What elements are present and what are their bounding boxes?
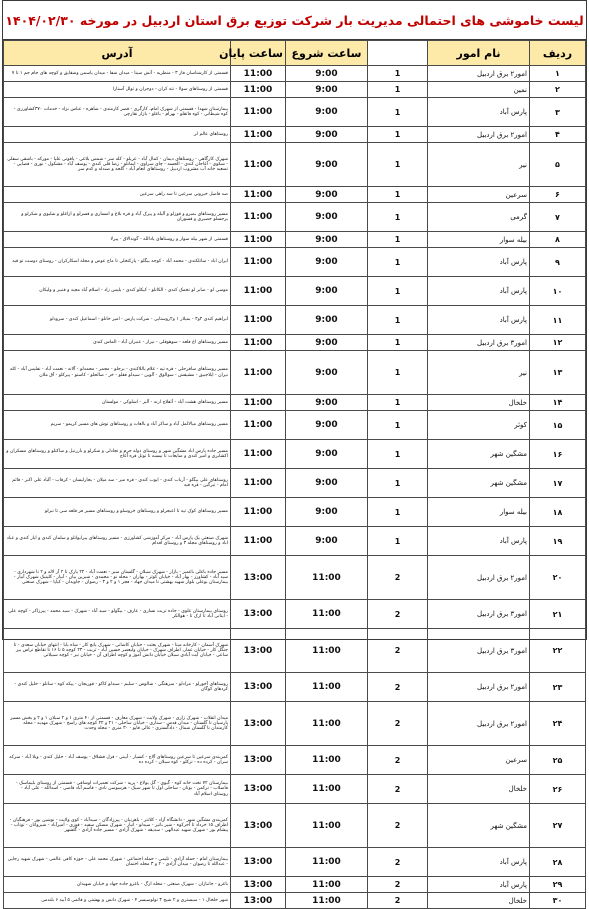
address-cell: شهر خلخال ۱ - سیستری و ۲ شیخ ۳ تولوسیسر ۴ - شهرک دانش و بهشتی و قائمی ۵ آبید ۶ بلندمی	[4, 893, 231, 909]
area-name-cell: پارس آباد	[428, 848, 530, 877]
end-time-cell: 11:00	[231, 232, 286, 248]
end-time-cell: 13:00	[231, 629, 286, 673]
table-row	[4, 877, 586, 893]
end-time-cell: 13:00	[231, 600, 286, 629]
address-cell: کمربندی سرعین تا سرعین روستاهای آلاج - کسیار - آیینی - قزل قشلاق - یوسف آباد - خلیل کندی - ویلا آباد - سرکه سران - کرده ده - ترکلو - کوه سبلان - کرده ده	[4, 746, 231, 775]
address-cell: مسیر روستاهای کوک تپه تا اعبجرلو و روستاهای خروسلو و روستاهای مسیر فر قلعه سی تا تبرلو	[4, 498, 231, 527]
group-cell: 1	[368, 127, 428, 143]
group-cell: 2	[368, 848, 428, 877]
table-row	[4, 82, 586, 98]
group-cell: 1	[368, 248, 428, 277]
address-cell: قسمتی از کارشناسان فاز ۳ - منظریه - آتش سینا - میدان شفا - میدان یاسمن وشقایق و کوچه های جام جم ۱ تا ۷	[4, 66, 231, 82]
address-cell: بیمارستان شهدا - قسمتی از شهرک امام، کارگری - قصر کارمندی - شاهزه - عباس نژاد - خدمات ۳۷۰کشاورزی - کوه شیطانی - کوه فاتقلو - بهرام - باغلو - بازار نقارچی	[4, 98, 231, 127]
table-row	[4, 893, 586, 909]
group-cell: 1	[368, 98, 428, 127]
start-time-cell: 9:00	[286, 232, 368, 248]
group-cell: 2	[368, 804, 428, 848]
area-name-cell: سرعین	[428, 187, 530, 203]
table-row	[4, 98, 586, 127]
area-name-cell: بیله سوار	[428, 232, 530, 248]
area-name-cell: امور۲ برق اردبیل	[428, 702, 530, 746]
col-header-address: آدرس	[4, 41, 231, 66]
group-cell: 1	[368, 411, 428, 440]
area-name-cell: خلخال	[428, 775, 530, 804]
start-time-cell: 9:00	[286, 127, 368, 143]
group-cell: 2	[368, 775, 428, 804]
page-title: لیست خاموشی های احتمالی مدیریت بار شرکت توزیع برق استان اردبیل در مورخه ۱۴۰۴/۰۲/۳۰	[3, 1, 586, 40]
area-name-cell: مشگین شهر	[428, 804, 530, 848]
address-cell: روستاهای عالم لر	[4, 127, 231, 143]
table-row	[4, 232, 586, 248]
group-cell: 1	[368, 277, 428, 306]
area-name-cell: پارس آباد	[428, 98, 530, 127]
area-name-cell: خلخال	[428, 893, 530, 909]
start-time-cell: 9:00	[286, 469, 368, 498]
end-time-cell: 11:00	[231, 277, 286, 306]
address-cell: مسیر روستاهای اغ قلعه - سوهوقلی - نیزار - عنبران آباد - الماس کندی	[4, 335, 231, 351]
table-row	[4, 848, 586, 877]
row-number-cell: ۱	[530, 66, 586, 82]
table-row	[4, 203, 586, 232]
address-cell: مسیر جاده باغلی باغمیر - بازار - شهرک سبلان - گلستان سبز - نعمت آباد - ۲۲ پارک تا ۲ آر لاله و ۲ تا شهرداری - سید آباد - کشاورز - بهار آباد - خیابان کوثر - بهاران - محله نو - محمدی - شیرین بیان - آبیار - کلینیک شهرک آبیار - بیمارستان بوعلی بلوار شهید بهشتی تا میدان جهاد - فجر ۱ و ۲ و ۳ - رضوان - جاویدان - کیاپا - شهرک صنعتی	[4, 556, 231, 600]
address-cell: موسی لو - صابر لو تخمک کندی - الکانلو - کیکلو کندی - یلیس زاد - اسلام آباد مجید و قنبیر و ولیکان	[4, 277, 231, 306]
row-number-cell: ۱۱	[530, 306, 586, 335]
group-cell: 1	[368, 469, 428, 498]
row-number-cell: ۲۹	[530, 877, 586, 893]
start-time-cell: 9:00	[286, 66, 368, 82]
group-cell: 1	[368, 440, 428, 469]
col-header-end-time: ساعت پایان	[231, 41, 286, 66]
group-cell: 1	[368, 335, 428, 351]
start-time-cell: 11:00	[286, 893, 368, 909]
address-cell: مسیر روستاهای بمبرو و قوزلو و آلیله و پیرک آباد و قره بلاغ و امساری و قسرلو و ازاغلو و شلیوی و شکرلو و برجسلو حصیری و قسوران	[4, 203, 231, 232]
area-name-cell: خلخال	[428, 395, 530, 411]
end-time-cell: 13:00	[231, 702, 286, 746]
table-row	[4, 335, 586, 351]
col-header-row-number: ردیف	[530, 41, 586, 66]
row-number-cell: ۲۱	[530, 600, 586, 629]
group-cell: 1	[368, 498, 428, 527]
row-number-cell: ۱۲	[530, 335, 586, 351]
group-cell: 2	[368, 673, 428, 702]
group-cell: 1	[368, 351, 428, 395]
start-time-cell: 11:00	[286, 848, 368, 877]
row-number-cell: ۲۷	[530, 804, 586, 848]
start-time-cell: 9:00	[286, 143, 368, 187]
address-cell: شهرک آسمان - کارخانه مینا - شهرک بعثت - خیابان کاشانی - شهرک پانچ کار - شاه بابا - انتهای خیابان سعدی - تا جنگل کار - خیابان عمار، اطراف شهرک - خیابان ولیعصر حسین آباد - تربت - ۲۳ کوچه ۵ تا ۱۶ تا تقاطع تراس بیز ساعی - خیابان آیت آبادی سبلان خیابان دانش آموز و کوچه اطراف آن - خیابان نیر - کوچه سبیلانی	[4, 629, 231, 673]
group-cell: 1	[368, 395, 428, 411]
group-cell: 2	[368, 600, 428, 629]
row-number-cell: ۲۰	[530, 556, 586, 600]
table-row	[4, 629, 586, 673]
start-time-cell: 11:00	[286, 775, 368, 804]
group-cell: 1	[368, 527, 428, 556]
area-name-cell: پارس آباد	[428, 527, 530, 556]
row-number-cell: ۱۵	[530, 411, 586, 440]
area-name-cell: مشگین شهر	[428, 440, 530, 469]
area-name-cell: پارس آباد	[428, 248, 530, 277]
end-time-cell: 11:00	[231, 440, 286, 469]
row-number-cell: ۲۶	[530, 775, 586, 804]
end-time-cell: 13:00	[231, 775, 286, 804]
table-row	[4, 775, 586, 804]
area-name-cell: امور۲ برق اردبیل	[428, 127, 530, 143]
area-name-cell: پارس آباد	[428, 877, 530, 893]
col-header-group	[368, 41, 428, 66]
table-row	[4, 248, 586, 277]
start-time-cell: 11:00	[286, 600, 368, 629]
start-time-cell: 9:00	[286, 395, 368, 411]
start-time-cell: 9:00	[286, 351, 368, 395]
start-time-cell: 9:00	[286, 248, 368, 277]
start-time-cell: 9:00	[286, 98, 368, 127]
table-row	[4, 556, 586, 600]
area-name-cell: امور۲ برق اردبیل	[428, 556, 530, 600]
area-name-cell: پارس آباد	[428, 306, 530, 335]
end-time-cell: 11:00	[231, 248, 286, 277]
start-time-cell: 9:00	[286, 527, 368, 556]
area-name-cell: کوثر	[428, 411, 530, 440]
schedule-sheet	[2, 0, 587, 906]
start-time-cell: 11:00	[286, 556, 368, 600]
address-cell: کمربندی مشگین شهر - دانشگاه آزاد - کلانتر - باهرنیان - پیرزادگان - سیدآباد - کوی ولایت - نوشین بور - فرهنگیان - اطراف ۱۵ خرداد تا آخرکوه - شیر باتیر - سیدلو - انبار - شهرک مسکن سفید - قوری - امیرآباد - شیروانان - توتاب - پیشام بور - شهرک شهید عبدالهی - سدیقه - شهرک آزادی - مسیر جاده آزادی - گلشهر	[4, 804, 231, 848]
row-number-cell: ۲۲	[530, 629, 586, 673]
table-row	[4, 187, 586, 203]
end-time-cell: 11:00	[231, 98, 286, 127]
table-row	[4, 527, 586, 556]
start-time-cell: 9:00	[286, 203, 368, 232]
table-row	[4, 351, 586, 395]
table-row	[4, 395, 586, 411]
table-row	[4, 746, 586, 775]
group-cell: 2	[368, 702, 428, 746]
table-row	[4, 469, 586, 498]
end-time-cell: 11:00	[231, 498, 286, 527]
start-time-cell: 9:00	[286, 277, 368, 306]
start-time-cell: 9:00	[286, 335, 368, 351]
end-time-cell: 11:00	[231, 143, 286, 187]
start-time-cell: 11:00	[286, 804, 368, 848]
row-number-cell: ۲۵	[530, 746, 586, 775]
end-time-cell: 11:00	[231, 82, 286, 98]
address-cell: میدان انقلاب - شهرک زاری - شهرک ولایت - شهرک معارف - قسمتی از ۴۰ متری ۱ و ۲ سبلان ۱ و ۲ و بخش مسیر پارسیان تا گلستان - میدان قدس - ستاری - خیابان ساحلی - ۲۱ و ۲۲ کوچه های راسخ - شهرک مهدیه - محله کارمندان تا گلستان شمال - دادگستری - عالی قاپو - ۳۰ متری - محله وحدت	[4, 702, 231, 746]
group-cell: 1	[368, 203, 428, 232]
table-row	[4, 804, 586, 848]
end-time-cell: 13:00	[231, 893, 286, 909]
area-name-cell: نیر	[428, 143, 530, 187]
row-number-cell: ۴	[530, 127, 586, 143]
end-time-cell: 11:00	[231, 203, 286, 232]
outage-table	[3, 40, 586, 909]
address-cell: قسمتی از روستاهای سولا - نته کران - دوجران و تولل آستارا	[4, 82, 231, 98]
end-time-cell: 11:00	[231, 411, 286, 440]
area-name-cell: امور۳ برق اردبیل	[428, 335, 530, 351]
address-cell: مسیر روستاهای ساقرحلی - قره تپه - غلام باللاکندی - برجلو - مجمر - محمدلو - آلانه - نعمت آباد - نفلیس آباد - کله نیران - ایلاجبیق - مشیفش - سوالوق - آلوین - سیدلو فقلو - خر - صالحلو - کاستو - پیرکلو - آق ملان	[4, 351, 231, 395]
row-number-cell: ۷	[530, 203, 586, 232]
end-time-cell: 13:00	[231, 556, 286, 600]
row-number-cell: ۵	[530, 143, 586, 187]
end-time-cell: 11:00	[231, 306, 286, 335]
table-row	[4, 498, 586, 527]
end-time-cell: 11:00	[231, 187, 286, 203]
area-name-cell: امور۳ برق اردبیل	[428, 629, 530, 673]
address-cell: شهرک صنعتی یک پارس آباد - مرکز آموزشی کشاورزی - مسیر روستاهای پیرایوانلو و سلمان کندی و ایار کندی و عباد اباد و روستاهای مجله ۳ و روستای اقدام	[4, 527, 231, 556]
start-time-cell: 11:00	[286, 673, 368, 702]
group-cell: 2	[368, 746, 428, 775]
end-time-cell: 13:00	[231, 848, 286, 877]
table-header-row	[4, 41, 586, 66]
col-header-start-time: ساعت شروع	[286, 41, 368, 66]
group-cell: 1	[368, 82, 428, 98]
area-name-cell: امور۲ برق اردبیل	[428, 673, 530, 702]
row-number-cell: ۶	[530, 187, 586, 203]
table-row	[4, 277, 586, 306]
start-time-cell: 9:00	[286, 187, 368, 203]
table-row	[4, 673, 586, 702]
row-number-cell: ۳	[530, 98, 586, 127]
address-cell: مسیر جاده پارس اباد مشگین شهر و روستای دوله جرم و تجادلی و شکرلو و باررنیل و ساکتلو و روستاهای مسکران و اکشایری و امیر کندی و ضایعات تا نیسبه تا تونل قره آغاج	[4, 440, 231, 469]
group-cell: 1	[368, 232, 428, 248]
end-time-cell: 11:00	[231, 66, 286, 82]
end-time-cell: 13:00	[231, 877, 286, 893]
address-cell: روستای بیمارستان علوی - جاده تربت نساری - عارف - بیگولو - سید آباد - شهرک - سید محمد - پیرزاکر - کوچه علی - ایتانی آباد تا ارک تا - هوالکر	[4, 600, 231, 629]
end-time-cell: 11:00	[231, 469, 286, 498]
start-time-cell: 9:00	[286, 306, 368, 335]
start-time-cell: 11:00	[286, 629, 368, 673]
address-cell: مسیر روستاهای هشت آباد - آتفلاج ارنه - آلبر - اشلوکی - مولستان	[4, 395, 231, 411]
row-number-cell: ۲۳	[530, 673, 586, 702]
group-cell: 1	[368, 187, 428, 203]
address-cell: ایران اباد - ساتلکندی - محمد آباد - کوجه بیگلو - پارکتخلی تا ماج عوض و محله اسکارکران - روستای دوست تو قبه	[4, 248, 231, 277]
row-number-cell: ۱۴	[530, 395, 586, 411]
address-cell: بیمارستان ۷۲ تخت خانه کوه - گیوی - گل بولاغ - پرپه - شرکت تعمیرات اوشاقی - قسمتی از روستای بلیماسک - فاضلاب - ترکمن - بوتان - ساحلی اول تا شهر سیک - هرسوسن نادی - قاسم آباد قاضی - اسدالله - علی آباد - روستای اسلام آباد	[4, 775, 231, 804]
table-row	[4, 600, 586, 629]
address-cell: شهرک کارگاهی - روستاهای دیمان - کمال آباد - عربلو - کله سر - شمس بلاغی - یاقوتی علیا - مورکه - باشقی سفلی - شکوی - آغاجان کندی - الحسه - چای سراوی - ایمانلو - رضا قلی کندی - یوسف آباد - مشکول - نوری - قضایی - تضعیه خانه آب مشروب اردبیل - روستاهای انعام آباد - گلجه و صندله و کدم سر	[4, 143, 231, 187]
row-number-cell: ۲۴	[530, 702, 586, 746]
row-number-cell: ۱۳	[530, 351, 586, 395]
start-time-cell: 11:00	[286, 877, 368, 893]
address-cell: صد قاصل خیرونی سرعین تا سه راهی سرعین	[4, 187, 231, 203]
end-time-cell: 11:00	[231, 395, 286, 411]
table-row	[4, 440, 586, 469]
table-row	[4, 143, 586, 187]
end-time-cell: 11:00	[231, 335, 286, 351]
start-time-cell: 11:00	[286, 746, 368, 775]
area-name-cell: نمین	[428, 82, 530, 98]
row-number-cell: ۲	[530, 82, 586, 98]
start-time-cell: 11:00	[286, 702, 368, 746]
address-cell: ابراهیم کندی ۲و۳ - بمیلار ۱ و۲روستایی - شرکت پارس - امیر خانلو - اسماعیل کندی - سرودلو	[4, 306, 231, 335]
area-name-cell: بیله سوار	[428, 498, 530, 527]
area-name-cell: مشگین شهر	[428, 469, 530, 498]
group-cell: 2	[368, 877, 428, 893]
area-name-cell: نیر	[428, 351, 530, 395]
end-time-cell: 13:00	[231, 673, 286, 702]
col-header-area: نام امور	[428, 41, 530, 66]
table-row	[4, 702, 586, 746]
row-number-cell: ۱۶	[530, 440, 586, 469]
group-cell: 1	[368, 143, 428, 187]
table-row	[4, 66, 586, 82]
start-time-cell: 9:00	[286, 411, 368, 440]
area-name-cell: امور۳ برق اردبیل	[428, 600, 530, 629]
address-cell: روستاهای آخورلو - مرادلو - سرهنگی - شالوس - سلیم - سیدلو کاکو - قوریجان - پیکه کوه - ساتلو - خلیل کندی - کردهای کوگان	[4, 673, 231, 702]
group-cell: 2	[368, 556, 428, 600]
start-time-cell: 9:00	[286, 440, 368, 469]
row-number-cell: ۱۷	[530, 469, 586, 498]
row-number-cell: ۹	[530, 248, 586, 277]
address-cell: مسیر روستاهای میالالمل آباد و ساکر آباد و بالغات و روستاهای توش های مسیر کریمو - سریم	[4, 411, 231, 440]
end-time-cell: 13:00	[231, 804, 286, 848]
start-time-cell: 9:00	[286, 498, 368, 527]
area-name-cell: پارس آباد	[428, 277, 530, 306]
table-row	[4, 306, 586, 335]
end-time-cell: 11:00	[231, 527, 286, 556]
group-cell: 1	[368, 66, 428, 82]
group-cell: 1	[368, 306, 428, 335]
row-number-cell: ۲۸	[530, 848, 586, 877]
address-cell: باغرو - جانبازان - شهرک صنعتی - محله ازگ - باغرو جاده جهاد و خیابان شهیدان	[4, 877, 231, 893]
end-time-cell: 13:00	[231, 746, 286, 775]
address-cell: قسمتی از شهر بیله سوار و روستاهای یادالله - گوندالاق - پیرلا	[4, 232, 231, 248]
area-name-cell: امور۲ برق اردبیل	[428, 66, 530, 82]
end-time-cell: 11:00	[231, 127, 286, 143]
group-cell: 2	[368, 893, 428, 909]
row-number-cell: ۸	[530, 232, 586, 248]
area-name-cell: گرمی	[428, 203, 530, 232]
row-number-cell: ۱۰	[530, 277, 586, 306]
group-cell: 2	[368, 629, 428, 673]
address-cell: روستاهای علی بیگلو - آرباب کندی - ایوب کندی - قره میر - سد میلان - بجارلیسان - کرقاب - آلباد علی اکبر - قائم امام - تیرگین - قره قیه	[4, 469, 231, 498]
start-time-cell: 9:00	[286, 82, 368, 98]
area-name-cell: سرعین	[428, 746, 530, 775]
table-row	[4, 127, 586, 143]
end-time-cell: 11:00	[231, 351, 286, 395]
address-cell: بیمارستان امام - حمله آزادی - تلیمی - حمله اجتماعی - شهرک محمد علی - حوزه کافی عالمی - شهرک شهید رجایی - عبدالله تا رضوان - میدان آزادی - ۲ و ۳ محله اختمان	[4, 848, 231, 877]
row-number-cell: ۱۹	[530, 527, 586, 556]
row-number-cell: ۳۰	[530, 893, 586, 909]
row-number-cell: ۱۸	[530, 498, 586, 527]
table-row	[4, 411, 586, 440]
